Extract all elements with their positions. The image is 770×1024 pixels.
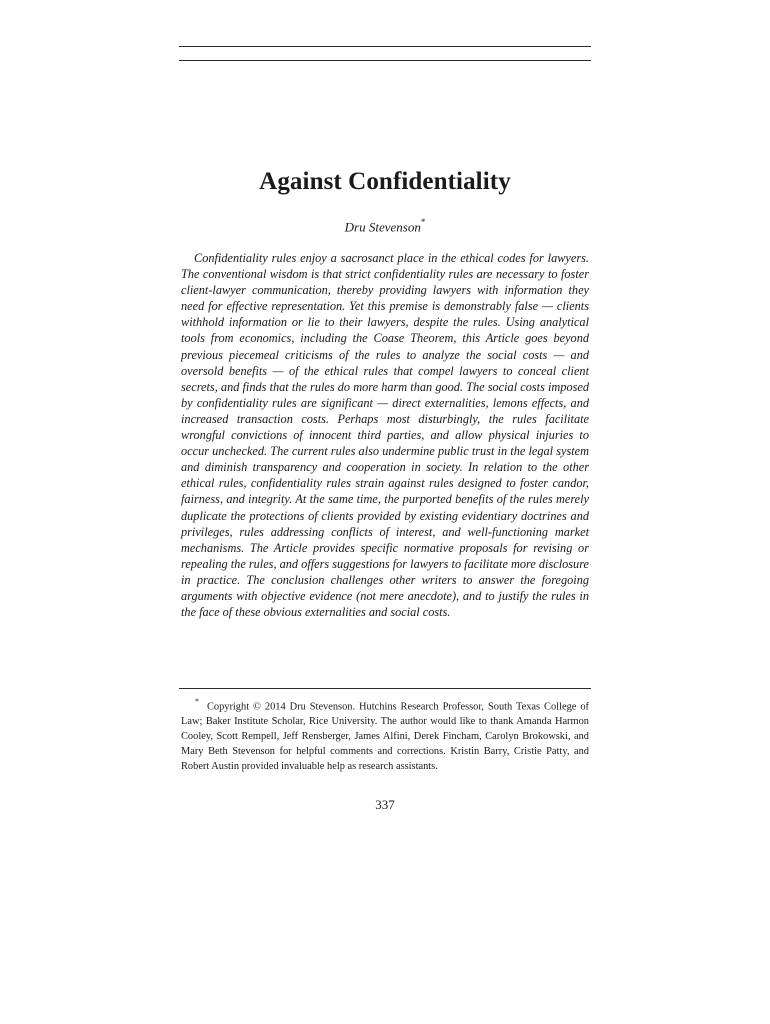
abstract: Confidentiality rules enjoy a sacrosanct place in the ethical codes for lawyers. The conventional wisdom is that strict confidentiality rules are necessary to foster client-lawyer communication, thereby providing lawyers with information they need for effective representation. Yet this premise is demonstrably false — clients withhold information or lie to their lawyers, despite the rules. Using analytical tools from economics, including the Coase Theorem, this Article goes beyond previous piecemeal criticisms of the rules to analyze the social costs — and oversold benefits — of the ethical rules that compel lawyers to conceal client secrets, and finds that the rules do more harm than good. The social costs imposed by confidentiality rules are significant — direct externalities, lemons effects, and increased transaction costs. Perhaps most disturbingly, the rules facilitate wrongful convictions of innocent third parties, and allow physical injuries to occur unchecked. The current rules also undermine public trust in the legal system and diminish transparency and cooperation in society. In relation to the other ethical rules, confidentiality rules strain against rules designed to foster candor, fairness, and integrity. At the same time, the purported benefits of the rules merely duplicate the protections of clients provided by existing evidentiary doctrines and privileges, rules addressing conflicts of interest, and well-functioning market mechanisms. The Article provides specific normative proposals for revising or repealing the rules, and offers suggestions for lawyers to facilitate more disclosure in practice. The conclusion challenges other writers to answer the foregoing arguments with objective evidence (not mere anecdote), and to justify the rules in the face of these obvious externalities and social costs.: [181, 251, 589, 620]
author-line: [0, 218, 770, 235]
footnote: [181, 696, 589, 775]
author-footnote-mark[interactable]: *: [420, 217, 426, 227]
footnote-text: Copyright © 2014 Dru Stevenson. Hutchins Research Professor, South Texas College of Law; Baker Institute Scholar, Rice University. The author would like to thank Amanda Harmon Cooley, Scott Rempell, Jeff Rensberger, James Alfini, Derek Fincham, Carolyn Brokowski, and Mary Beth Stevenson for helpful comments and corrections. Kristin Barry, Cristie Patty, and Robert Austin provided invaluable help as research assistants.: [181, 701, 589, 773]
footnote-separator: [179, 688, 591, 689]
article-title: Against Confidentiality: [259, 168, 511, 195]
header-rule-bottom: [179, 60, 591, 61]
footnote-mark: *: [195, 697, 199, 706]
author-name: Dru Stevenson: [344, 219, 421, 235]
page-number: 337: [375, 797, 395, 812]
header-rule-top: [179, 46, 591, 47]
